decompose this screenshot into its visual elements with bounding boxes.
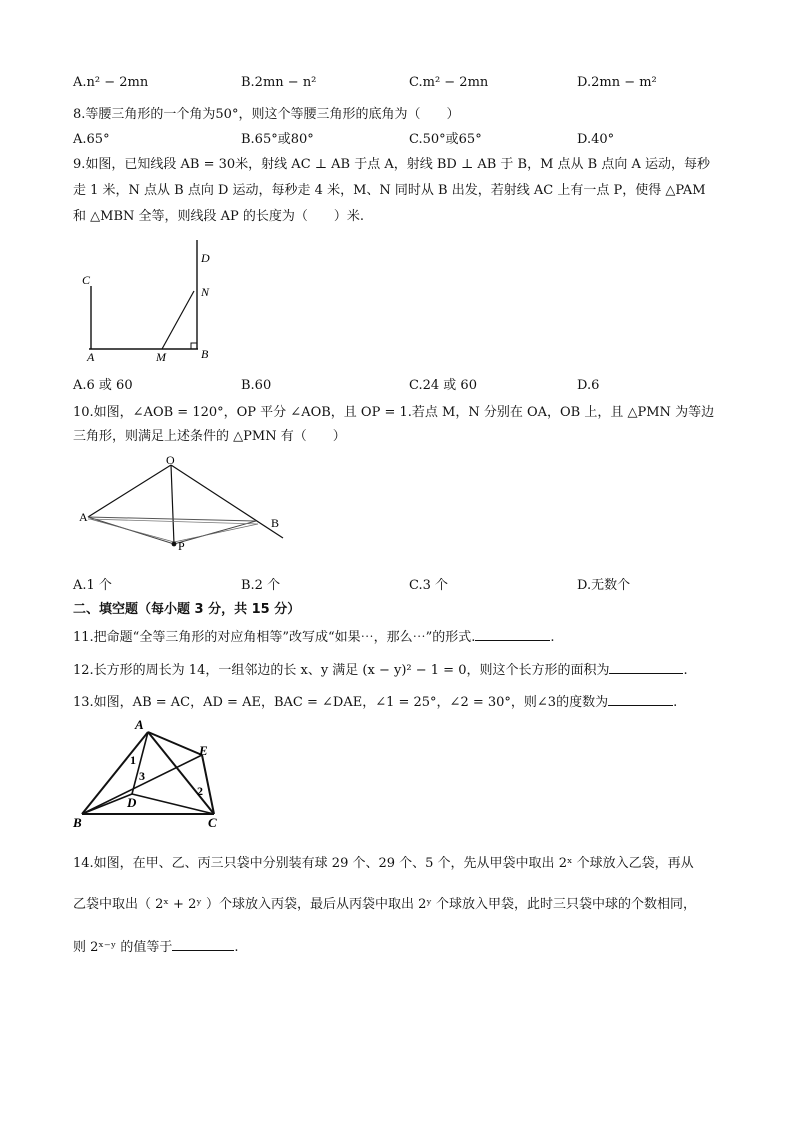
q8-option-a[interactable]: A.65° <box>73 132 110 147</box>
q10-stem-line1: 10.如图，∠AOB = 120°，OP 平分 ∠AOB，且 OP = 1.若点 M，N 分别在 OA，OB 上，且 △PMN 为等边 <box>73 405 715 420</box>
q9-right-angle-mark <box>191 343 197 349</box>
q10-segment-op <box>171 465 174 544</box>
q13-label-b: B <box>73 815 82 830</box>
q9-label-c: C <box>82 273 91 287</box>
q9-label-a: A <box>87 350 95 364</box>
q13-angle-1: 1 <box>130 753 136 767</box>
q9-figure <box>70 232 230 367</box>
q13-label-a: A <box>135 717 144 732</box>
q13-angle-3: 3 <box>139 769 145 783</box>
q10-label-b: B <box>271 516 280 530</box>
q10-line-ap-sketch <box>90 519 174 542</box>
q12-row <box>73 661 688 680</box>
q10-option-c[interactable]: C.3 个 <box>409 578 449 593</box>
q9-label-b: B <box>201 347 209 361</box>
q10-option-a[interactable]: A.1 个 <box>73 578 112 593</box>
q10-label-a: A <box>79 510 88 524</box>
q8-stem: 8.等腰三角形的一个角为50°，则这个等腰三角形的底角为（ ） <box>73 107 460 122</box>
q11-answer-blank[interactable] <box>475 628 550 641</box>
q9-option-a[interactable]: A.6 或 60 <box>73 378 133 393</box>
q9-segment-mn <box>162 291 194 349</box>
q12-end: . <box>683 663 688 678</box>
q9-stem-line3: 和 △MBN 全等，则线段 AP 的长度为（ ）米. <box>73 209 365 224</box>
q7-option-d[interactable]: D.2mn − m² <box>577 75 657 90</box>
q9-option-b[interactable]: B.60 <box>241 378 272 393</box>
q10-line-ab <box>88 517 256 521</box>
q7-option-c[interactable]: C.m² − 2mn <box>409 75 489 90</box>
q13-segment-be <box>82 755 202 814</box>
q9-label-d: D <box>201 251 210 265</box>
q14-answer-blank[interactable] <box>172 938 234 951</box>
q14-end: . <box>234 940 239 955</box>
q12-text: 12.长方形的周长为 14，一组邻边的长 x、y 满足 (x − y)² − 1 = 0，则这个长方形的面积为 <box>73 663 610 678</box>
q13-text: 13.如图，AB = AC，AD = AE，BAC = ∠DAE，∠1 = 25°，∠2 = 30°，则∠3的度数为 <box>73 695 609 710</box>
q9-option-d[interactable]: D.6 <box>577 378 600 393</box>
q7-option-b[interactable]: B.2mn − n² <box>241 75 317 90</box>
q10-ray-ob <box>171 465 283 538</box>
q10-line-pb <box>174 521 256 544</box>
q11-text: 11.把命题“全等三角形的对应角相等”改写成“如果⋯，那么⋯”的形式. <box>73 630 476 645</box>
q9-stem-line2: 走 1 米，N 点从 B 点向 D 运动，每秒走 4 米，M、N 同时从 B 出发，若射线 AC 上有一点 P，使得 △PAM <box>73 183 706 198</box>
q8-option-b[interactable]: B.65°或80° <box>241 132 314 147</box>
q13-row <box>73 693 677 712</box>
q10-option-d[interactable]: D.无数个 <box>577 578 631 593</box>
q13-figure <box>70 715 230 830</box>
q14-stem-line1: 14.如图，在甲、乙、丙三只袋中分别装有球 29 个、29 个、5 个，先从甲袋中取出 2ˣ 个球放入乙袋，再从 <box>73 856 694 871</box>
q10-label-p: P <box>178 539 185 553</box>
q11-row <box>73 628 555 647</box>
q14-text: 则 2ˣ⁻ʸ 的值等于 <box>73 940 173 955</box>
q10-point-p <box>172 542 177 547</box>
q8-option-c[interactable]: C.50°或65° <box>409 132 482 147</box>
q9-stem-line1: 9.如图，已知线段 AB = 30米，射线 AC ⊥ AB 于点 A，射线 BD ⊥ AB 于 B，M 点从 B 点向 A 运动，每秒 <box>73 157 711 172</box>
q13-answer-blank[interactable] <box>608 693 673 706</box>
q12-answer-blank[interactable] <box>609 661 683 674</box>
q13-angle-2: 2 <box>197 784 203 798</box>
q10-line-pb-sketch <box>174 524 258 542</box>
q13-end: . <box>673 695 678 710</box>
q13-label-d: D <box>127 795 137 810</box>
q10-label-o: O <box>166 453 175 467</box>
q8-option-d[interactable]: D.40° <box>577 132 615 147</box>
q13-label-c: C <box>208 815 217 830</box>
q9-label-n: N <box>201 285 210 299</box>
q9-option-c[interactable]: C.24 或 60 <box>409 378 477 393</box>
q7-option-a[interactable]: A.n² − 2mn <box>73 75 149 90</box>
q10-stem-line2: 三角形，则满足上述条件的 △PMN 有（ ） <box>73 429 346 444</box>
q10-ray-oa <box>88 465 171 517</box>
q10-figure <box>78 450 293 560</box>
section2-heading: 二、填空题（每小题 3 分，共 15 分） <box>73 602 301 617</box>
q14-row <box>73 938 239 957</box>
q10-option-b[interactable]: B.2 个 <box>241 578 281 593</box>
q14-stem-line2: 乙袋中取出（ 2ˣ + 2ʸ ）个球放入丙袋，最后从丙袋中取出 2ʸ 个球放入甲袋，此时三只袋中球的个数相同， <box>73 897 697 912</box>
q11-end: . <box>550 630 555 645</box>
q9-label-m: M <box>156 350 166 364</box>
q13-label-e: E <box>199 743 208 758</box>
